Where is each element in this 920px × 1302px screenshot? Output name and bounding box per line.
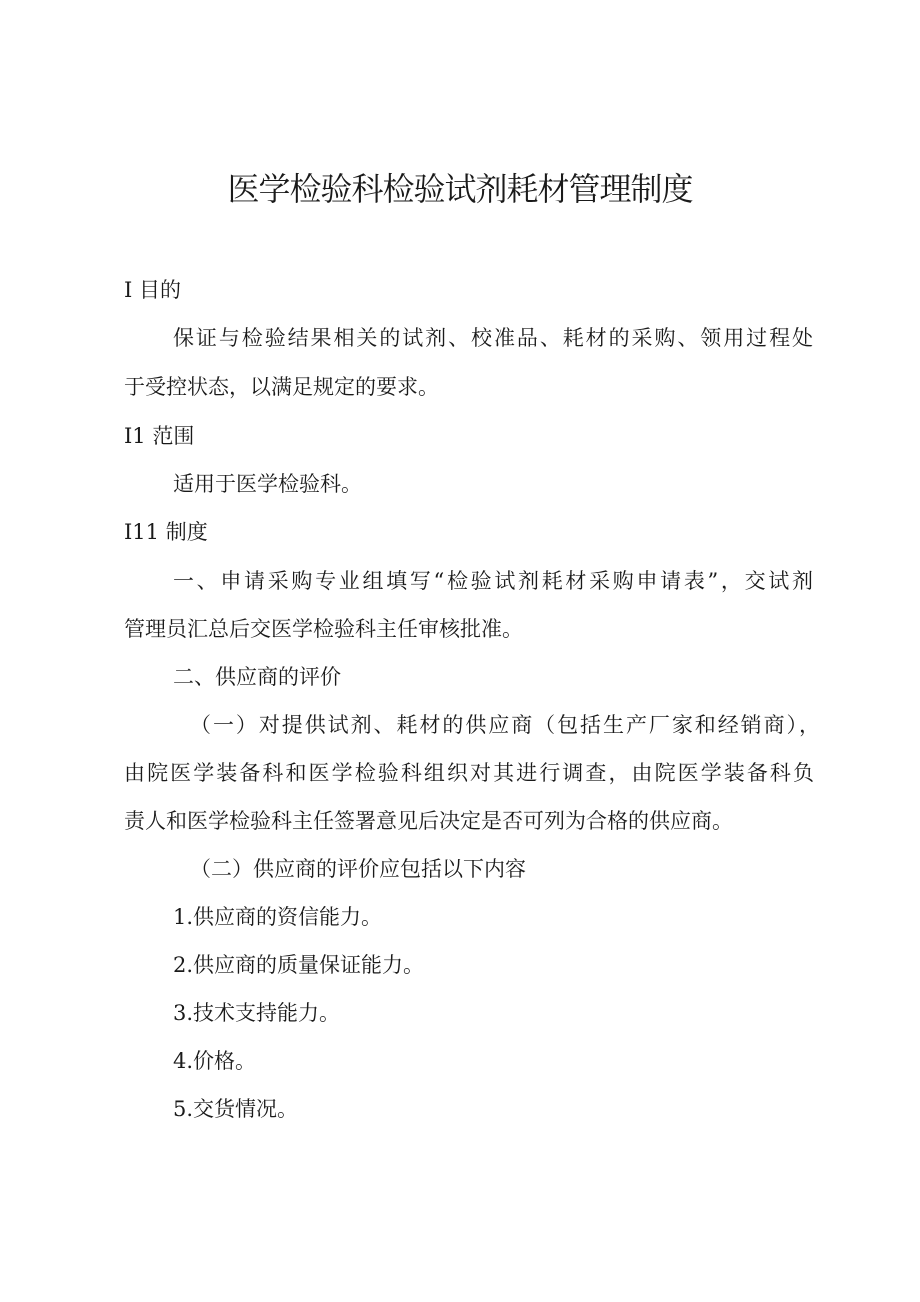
policy-sub1-line1: （一）对提供试剂、耗材的供应商（包括生产厂家和经销商）， xyxy=(190,713,820,737)
policy-item2-heading: 二、供应商的评价 xyxy=(173,665,341,689)
document-title: 医学检验科检验试剂耗材管理制度 xyxy=(227,170,693,208)
policy-sub1-line2: 由院医学装备科和医学检验科组织对其进行调查，由院医学装备科负 xyxy=(124,761,814,785)
scope-paragraph: 适用于医学检验科。 xyxy=(173,472,362,496)
criteria-item: 5.交货情况。 xyxy=(173,1097,299,1121)
policy-item1-line2: 管理员汇总后交医学检验科主任审核批准。 xyxy=(124,617,523,641)
section-heading-purpose: I 目的 xyxy=(124,278,181,302)
policy-sub2-heading: （二）供应商的评价应包括以下内容 xyxy=(190,857,526,881)
policy-sub1-line3: 责人和医学检验科主任签署意见后决定是否可列为合格的供应商。 xyxy=(124,809,733,833)
section-heading-policy: I11 制度 xyxy=(124,520,208,544)
policy-item1-line1: 一、申请采购专业组填写“检验试剂耗材采购申请表”，交试剂 xyxy=(173,569,813,593)
purpose-paragraph-line1: 保证与检验结果相关的试剂、校准品、耗材的采购、领用过程处 xyxy=(173,326,813,350)
criteria-item: 1.供应商的资信能力。 xyxy=(173,905,383,929)
section-heading-scope: I1 范围 xyxy=(124,424,195,448)
purpose-paragraph-line2: 于受控状态，以满足规定的要求。 xyxy=(124,375,439,399)
criteria-item: 4.价格。 xyxy=(173,1049,257,1073)
criteria-item: 3.技术支持能力。 xyxy=(173,1001,341,1025)
criteria-item: 2.供应商的质量保证能力。 xyxy=(173,953,425,977)
